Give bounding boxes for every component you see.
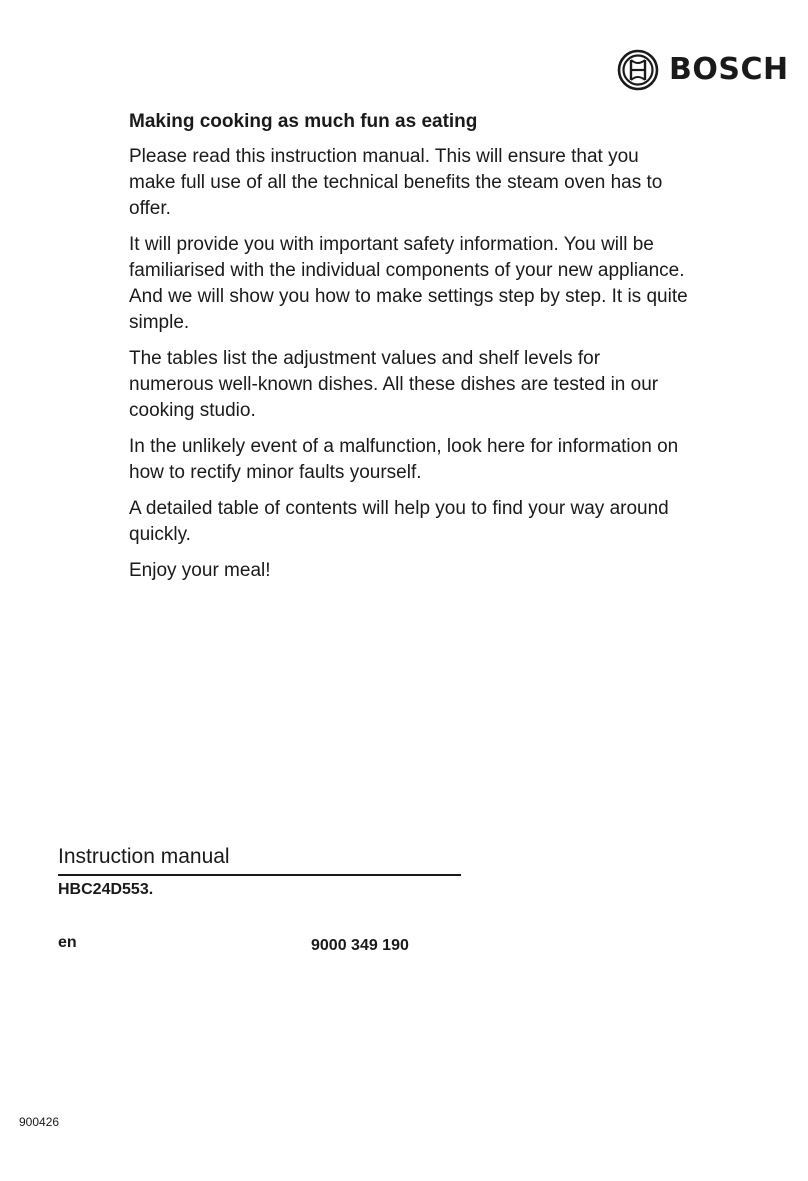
intro-paragraph: Please read this instruction manual. This will ensure that you make full use of all the technical benefits the steam oven has to offer. (129, 146, 663, 219)
brand-logo (617, 49, 789, 91)
intro-paragraph: In the unlikely event of a malfunction, look here for information on how to rectify minor faults yourself. (129, 436, 679, 483)
intro-paragraph: A detailed table of contents will help you to find your way around quickly. (129, 498, 669, 545)
intro-paragraph: It will provide you with important safety information. You will be familiarised with the individual components of your new appliance. And we will show you how to make settings step by step. It is quite simple. (129, 234, 688, 333)
brand-name: BOSCH (669, 52, 789, 87)
bosch-armature-icon (617, 49, 659, 91)
model-number: HBC24D553. (58, 881, 154, 898)
part-number: 9000 349 190 (311, 937, 409, 954)
document-code: 900426 (19, 1115, 60, 1129)
intro-paragraph: Enjoy your meal! (129, 560, 271, 581)
intro-section (129, 108, 689, 594)
intro-heading: Making cooking as much fun as eating (129, 111, 478, 132)
intro-paragraph: The tables list the adjustment values and shelf levels for numerous well-known dishes. All these dishes are tested in our cooking studio. (129, 348, 659, 421)
language-code: en (58, 934, 77, 951)
manual-title: Instruction manual (58, 842, 461, 876)
